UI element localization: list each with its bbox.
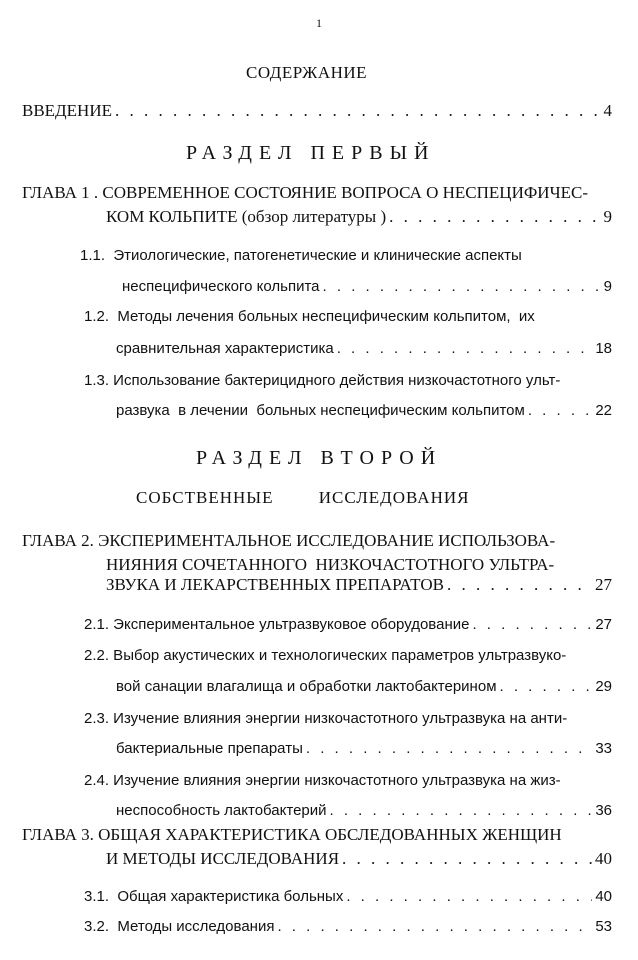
section-2-2-line-1: 2.2. Выбор акустических и технологических параметров ультразвуко- <box>84 647 567 664</box>
toc-page-number: 18 <box>595 340 612 357</box>
toc-entry-section-1-2 <box>116 338 612 360</box>
toc-title: СОДЕРЖАНИЕ <box>246 63 368 82</box>
toc-entry-label: ВВЕДЕНИЕ <box>22 101 112 120</box>
toc-entry-intro <box>22 100 612 122</box>
toc-page-number: 29 <box>595 678 612 695</box>
section-2-4-line-1: 2.4. Изучение влияния энергии низкочастотного ультразвука на жиз- <box>84 772 561 789</box>
toc-entry-section-3-2 <box>84 916 612 938</box>
toc-page-number: 27 <box>595 616 612 633</box>
toc-entry-section-2-3 <box>116 738 612 760</box>
leader-dots <box>277 916 592 938</box>
leader-dots <box>346 886 592 908</box>
toc-entry-label: неспособность лактобактерий <box>116 802 327 819</box>
leader-dots <box>528 400 593 422</box>
toc-page-number: 36 <box>595 802 612 819</box>
toc-entry-label: развука в лечении больных неспецифическим кольпитом <box>116 402 525 419</box>
toc-entry-label: ЗВУКА И ЛЕКАРСТВЕННЫХ ПРЕПАРАТОВ <box>106 575 444 594</box>
toc-entry-label: 3.1. Общая характеристика больных <box>84 888 344 905</box>
toc-entry-label: КОМ КОЛЬПИТЕ (обзор литературы ) <box>106 207 387 226</box>
page-number: 1 <box>316 16 322 30</box>
chapter-2-line-2: НИЯНИЯ СОЧЕТАННОГО НИЗКОЧАСТОТНОГО УЛЬТРА- <box>106 555 555 574</box>
chapter-1-line-1: ГЛАВА 1 . СОВРЕМЕННОЕ СОСТОЯНИЕ ВОПРОСА О НЕСПЕЦИФИЧЕС- <box>22 183 589 202</box>
chapter-3-line-1: ГЛАВА 3. ОБЩАЯ ХАРАКТЕРИСТИКА ОБСЛЕДОВАННЫХ ЖЕНЩИН <box>22 825 562 844</box>
toc-page-number: 4 <box>603 101 612 120</box>
toc-entry-label: вой санации влагалища и обработки лактобактерином <box>116 678 497 695</box>
toc-entry-chapter-2 <box>106 574 612 596</box>
part-subheading-2: СОБСТВЕННЫЕ ИССЛЕДОВАНИЯ <box>136 488 470 507</box>
toc-page-number: 9 <box>603 278 612 295</box>
toc-entry-section-2-2 <box>116 676 612 698</box>
leader-dots <box>323 276 601 298</box>
section-2-3-line-1: 2.3. Изучение влияния энергии низкочастотного ультразвука на анти- <box>84 710 568 727</box>
toc-page-number: 40 <box>595 888 612 905</box>
leader-dots <box>306 738 592 760</box>
toc-entry-label: неспецифического кольпита <box>122 278 320 295</box>
leader-dots <box>342 848 592 870</box>
toc-entry-label: сравнительная характеристика <box>116 340 334 357</box>
section-1-1-line-1: 1.1. Этиологические, патогенетические и клинические аспекты <box>80 247 522 264</box>
toc-entry-chapter-1 <box>106 206 612 228</box>
toc-entry-section-2-4 <box>116 800 612 822</box>
chapter-2-line-1: ГЛАВА 2. ЭКСПЕРИМЕНТАЛЬНОЕ ИССЛЕДОВАНИЕ ИСПОЛЬЗОВА- <box>22 531 556 550</box>
toc-entry-label: И МЕТОДЫ ИССЛЕДОВАНИЯ <box>106 849 340 868</box>
leader-dots <box>447 574 592 596</box>
leader-dots <box>472 614 592 636</box>
toc-page-number: 33 <box>595 740 612 757</box>
toc-page-number: 27 <box>595 575 612 594</box>
section-1-3-line-1: 1.3. Использование бактерицидного действия низкочастотного ульт- <box>84 372 561 389</box>
leader-dots <box>500 676 593 698</box>
toc-entry-section-2-1 <box>84 614 612 636</box>
leader-dots <box>115 100 601 122</box>
part-heading-1: РАЗДЕЛ ПЕРВЫЙ <box>186 142 436 164</box>
toc-entry-section-3-1 <box>84 886 612 908</box>
leader-dots <box>330 800 593 822</box>
toc-entry-label: 3.2. Методы исследования <box>84 918 275 935</box>
toc-page-number: 40 <box>595 849 612 868</box>
toc-entry-chapter-3 <box>106 848 612 870</box>
toc-page-number: 22 <box>595 402 612 419</box>
toc-entry-section-1-3 <box>116 400 612 422</box>
leader-dots <box>389 206 600 228</box>
toc-page-number: 53 <box>595 918 612 935</box>
leader-dots <box>337 338 593 360</box>
toc-entry-section-1-1 <box>122 276 612 298</box>
part-heading-2: РАЗДЕЛ ВТОРОЙ <box>196 447 443 469</box>
toc-entry-label: 2.1. Экспериментальное ультразвуковое оборудование <box>84 616 470 633</box>
section-1-2-line-1: 1.2. Методы лечения больных неспецифическим кольпитом, их <box>84 308 535 325</box>
toc-entry-label: бактериальные препараты <box>116 740 303 757</box>
toc-page-number: 9 <box>603 207 612 226</box>
